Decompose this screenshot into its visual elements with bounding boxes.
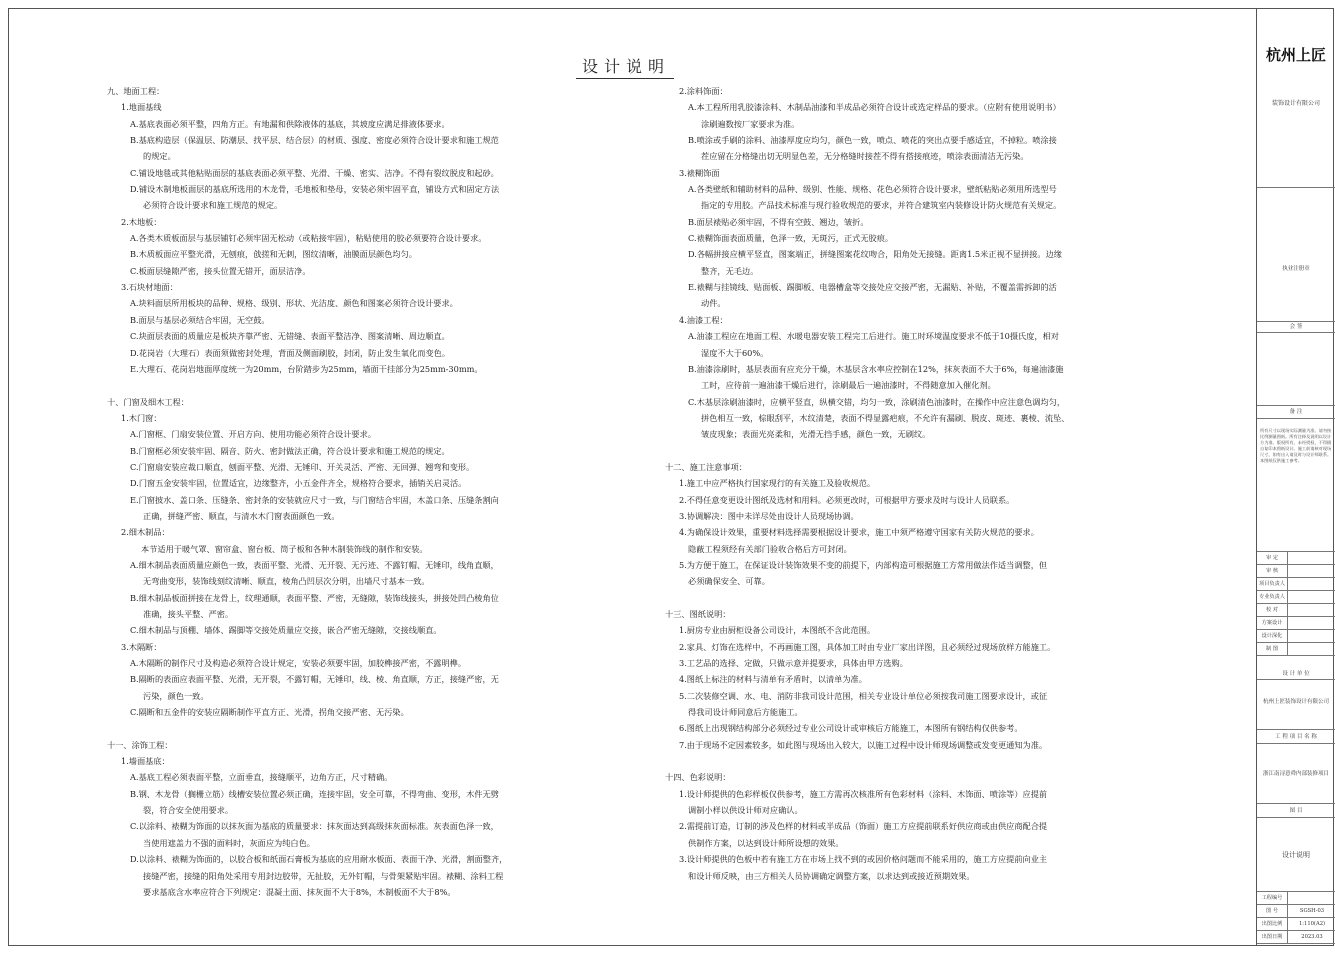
subsection-line: 3.设计师提供的色板中若有施工方在市场上找不到的或因价格问题而不能采用的，施工方应提前向业主 — [679, 854, 1048, 865]
text-line: A.各类壁纸和辅助材料的品种、级别、性能、规格、花色必须符合设计要求，壁纸粘贴必须用所选型号 — [688, 184, 1057, 195]
title-block-row — [1257, 604, 1335, 617]
text-line — [107, 377, 507, 393]
text-line: D.各幅拼接应横平竖直，图案端正，拼缝图案花纹吻合，阳角处无接缝。距离1.5米正视不显拼接。边缘 — [688, 249, 1062, 260]
title-block-row — [1257, 552, 1335, 565]
text-line: C.隔断和五金件的安装应隔断制作平直方正、光滑，拐角交接严密、无污染。 — [130, 707, 409, 718]
text-line — [665, 753, 1069, 769]
row-key: 项目负责人 — [1259, 581, 1285, 587]
text-line: A.基底工程必须表面平整，立面垂直，接缝顺平，边角方正，尺寸精确。 — [130, 772, 393, 783]
subsection-line: 5.为方便于施工，在保证设计装饰效果不变的前提下，内部构造可根据施工方常用做法作适当调整，但 — [679, 559, 1048, 570]
text-line: A.各类木质板面层与基层铺钉必须牢固无松动（或粘接牢固），粘贴使用的胶必须要符合设计要求。 — [130, 233, 487, 244]
text-line: 要求基底含水率应符合下列规定：混凝土面、抹灰面不大于8%，木制板面不大于8%。 — [143, 886, 456, 897]
text-line: D.门窗五金安装牢固，位置适宜，边缘整齐，小五金件齐全，规格符合要求，插销关启灵活。 — [130, 478, 467, 489]
title-block-row — [1257, 565, 1335, 578]
row-value — [1287, 643, 1335, 655]
title-block-row — [1257, 918, 1335, 931]
row-value — [1287, 617, 1335, 629]
subsection-line: 2.木地板： — [121, 216, 162, 227]
left-column — [107, 83, 507, 900]
text-line: C.块面层表面的质量应是板块齐靠严密、无错缝、表面平整洁净、图案清晰、周边顺直。 — [130, 331, 450, 342]
text-line: B.门窗框必须安装牢固、隔音、防火、密封做法正确，符合设计要求和施工规范的规定。 — [130, 445, 450, 456]
text-line: 准确，接头平整、严密。 — [143, 609, 234, 619]
subsection-line: 1.施工中应严格执行国家现行的有关施工及验收规范。 — [679, 478, 876, 489]
project-name: 浙江南浔意舜内部装修项目 — [1257, 744, 1335, 804]
text-line: E.裱糊与挂镜线、贴面板、踢脚板、电器槽盒等交接处应交接严密，无漏贴、补贴，不覆盖需拆卸的活 — [688, 282, 1057, 293]
row-value — [1287, 565, 1335, 577]
subsection-line: 2.需提前订造，订制的涉及色样的材料或半成品（饰面）施工方应提前联系好供应商或由供应商配合提 — [679, 821, 1048, 832]
text-line: B.细木制品板面拼接在龙骨上，纹理通顺，表面平整、严密，无缝隙，装饰线接头，拼接处凹凸棱角位 — [130, 592, 499, 603]
design-unit-label: 设 计 单 位 — [1257, 668, 1335, 680]
text-line: 污染，颜色一致。 — [143, 690, 209, 701]
text-line: 动件。 — [701, 298, 726, 309]
section-heading: 九、地面工程： — [107, 86, 165, 96]
countersign-label: 会 签 — [1257, 322, 1335, 333]
text-line: 必须确保安全、可靠。 — [688, 576, 770, 587]
text-line: 指定的专用胶。产品技术标准与现行验收规范的要求，并符合建筑室内装修设计防火规范有关规定。 — [701, 200, 1062, 211]
subsection-line: 6.图纸上出现钢结构部分必须经过专业公司设计或审核后方能施工，本图所有钢结构仅供参考。 — [679, 723, 1023, 734]
drawing-label: 图 目 — [1257, 804, 1335, 818]
text-line — [665, 443, 1069, 459]
text-line — [665, 590, 1069, 606]
text-line: D.铺设木制地板面层的基底所选用的木龙骨，毛地板和垫母，安装必须牢固平直，铺设方式和固定方法 — [130, 184, 500, 195]
section-heading: 十、门窗及细木工程： — [107, 396, 189, 407]
subsection-line: 3.裱糊饰面 — [679, 167, 720, 178]
title-block — [1256, 8, 1335, 946]
text-line: 无弯曲变形，装饰线刻纹清晰、顺直，棱角凸凹层次分明，出墙尺寸基本一致。 — [143, 576, 430, 587]
row-key: 工程编号 — [1261, 895, 1283, 901]
subsection-line: 1.木门窗： — [121, 412, 162, 423]
text-line: C.木基层涂刷油漆时，应横平竖直，纵横交错，均匀一致，涂刷清色油漆时，在操作中应注意色调均匀， — [688, 396, 1066, 407]
subsection-line: 3.工艺品的选择、定做，只做示意并提要求，具体由甲方选购。 — [679, 658, 908, 669]
row-key: 出图日期 — [1261, 934, 1283, 940]
text-line: 供制作方案，以达到设计师所设想的效果。 — [688, 837, 844, 848]
text-line: 茬应留在分格缝出切无明显色差，无分格缝时接茬不得有搭接痕迹，喷涂表面清洁无污染。 — [701, 151, 1029, 162]
row-value — [1287, 604, 1335, 616]
company-subtitle: 装饰设计有限公司 — [1271, 100, 1320, 107]
row-key: 制 图 — [1265, 646, 1279, 652]
text-line: 本节适用于暖气罩、窗帘盒、窗台板、筒子板和各种木制装饰线的制作和安装。 — [141, 543, 428, 554]
text-line: B.油漆涂刷时，基层表面有应充分干燥，木基层含水率应控制在12%，抹灰表面不大于6%，每遍油漆施 — [688, 363, 1064, 374]
text-line: D.以涂料、裱糊为饰面的，以胶合板和纸面石膏板为基底的应用耐水板面、表面干净、光滑，割面整齐， — [130, 854, 508, 865]
text-line: 得我司设计师同意后方能施工。 — [688, 707, 803, 718]
text-line: E.门窗披水、盖口条、压缝条、密封条的安装就应尺寸一致，与门窗结合牢固，木盖口条、压缝条割向 — [130, 494, 499, 505]
row-key: 图 号 — [1265, 908, 1279, 914]
text-line: C.板面层缝隙严密，接头位置无错开，面层洁净。 — [130, 265, 311, 276]
row-value: 1:110(A2) — [1287, 918, 1335, 930]
text-line: 调制小样以供设计师对应确认。 — [688, 805, 803, 816]
text-line: 隐蔽工程须经有关部门验收合格后方可封闭。 — [688, 543, 852, 554]
text-line: 皱皮现象；表面光亮柔和，光滑无挡手感，颜色一致，无刷纹。 — [701, 429, 931, 440]
title-block-row — [1257, 892, 1335, 905]
title-block-row — [1257, 643, 1335, 656]
text-line: B.面层裱贴必须牢固，不得有空鼓、翘边，皱折。 — [688, 216, 869, 227]
text-line: A.油漆工程应在地面工程、水暖电器安装工程完工后进行。施工时环境温度要求不低于10摄氏度，相对 — [688, 331, 1059, 342]
subsection-line: 2.家具、灯饰在选样中，不再画施工图，具体加工时由专业厂家出详图，且必须经过现场放样方能施工。 — [679, 641, 1056, 652]
text-line: 必须符合设计要求和施工规范的规定。 — [143, 200, 283, 211]
subsection-line: 1.墙面基底： — [121, 756, 170, 767]
row-key: 方案设计 — [1261, 620, 1283, 626]
text-line: 当使用遮盖力不强的面料时，灰面应为纯白色。 — [143, 837, 315, 848]
row-key: 专业负责人 — [1259, 594, 1285, 600]
right-column — [665, 83, 1069, 884]
title-block-row — [1257, 630, 1335, 643]
text-line: 涂刷遍数按厂家要求为准。 — [701, 118, 800, 129]
row-key: 审 核 — [1265, 568, 1279, 574]
subsection-line: 7.由于现场不定因素较多，如此图与现场出入较大，以施工过程中设计师现场调整或发变更通知为准。 — [679, 739, 1048, 750]
text-line: B.钢、木龙骨（搁栅立筋）线槽安装位置必须正确，连接牢固，安全可靠，不得弯曲、变形，木件无劈 — [130, 788, 499, 799]
row-value — [1287, 552, 1335, 564]
row-key: 设计深化 — [1261, 633, 1283, 639]
row-value — [1287, 591, 1335, 603]
drawing-name: 设计说明 — [1257, 818, 1335, 892]
text-line: A.门窗框、门扇安装位置、开启方向、使用功能必须符合设计要求。 — [130, 429, 376, 440]
text-line: A.本工程所用乳胶漆涂料、木制品油漆和半成品必须符合设计或选定样品的要求。（应附有使用说明书） — [688, 102, 1061, 113]
text-line: C.门窗扇安装应裁口顺直，刨面平整、光滑、无锤印、开关灵活、严密、无回弹、翘弯和变形。 — [130, 461, 475, 472]
seal-cell — [1257, 188, 1335, 322]
text-line: 接缝严密，接缝的阳角处采用专用封边胶带，无扯胶，无外钉帽，与骨架紧贴牢固。裱糊、涂料工程 — [143, 870, 504, 881]
text-line: 工时，应待前一遍油漆干燥后进行，涂刷最后一遍油漆时，不得随意加入催化剂。 — [701, 380, 996, 391]
title-block-row — [1257, 591, 1335, 604]
subsection-line: 2.细木制品： — [121, 527, 170, 538]
remarks-note: 所有尺寸以现场实际测量为准。请勿按比例测量图纸。所有注释及说明以设计方为准。版权所有，未经授权，不得擅自复印本图纸设计。施工前请核对现场尺寸，如有出入请及时与设计师联系。本图纸仅供施工参考。 — [1260, 428, 1332, 463]
title-block-row — [1257, 931, 1335, 944]
row-key: 审 定 — [1265, 555, 1279, 561]
row-value — [1287, 578, 1335, 590]
text-line: 正确，拼缝严密、顺直，与清水木门窗表面颜色一致。 — [143, 510, 340, 521]
text-line: C.铺设地毯或其他粘贴面层的基底表面必须平整、光滑、干燥、密实、洁净。不得有裂纹脱皮和起砂。 — [130, 167, 499, 178]
text-line: A.木隔断的制作尺寸及构造必须符合设计规定，安装必须要牢固，加胶榫接严密，不露明榫。 — [130, 658, 467, 669]
subsection-line: 1.厨房专业由厨柜设备公司设计，本图纸不含此范围。 — [679, 625, 876, 636]
subsection-line: 5.二次装修空调、水、电、消防非我司设计范围，相关专业设计单位必须按我司施工图要求设计，或征 — [679, 690, 1048, 701]
text-line: D.花岗岩（大理石）表面须做密封处理，背面及侧面刷胶，封闭，防止发生氧化而变色。 — [130, 347, 451, 358]
subsection-line: 4.油漆工程： — [679, 314, 728, 325]
subsection-line: 1.设计师提供的色彩样板仅供参考，施工方需再次核准所有色彩材料（涂料、木饰面、喷涂等）应提前 — [679, 788, 1048, 799]
title-block-row — [1257, 905, 1335, 918]
section-heading: 十三、图纸说明： — [665, 609, 731, 619]
text-line: C.以涂料、裱糊为饰面的以抹灰面为基底的质量要求：抹灰面达到高级抹灰面标准。灰表面色泽一致， — [130, 821, 499, 832]
row-value — [1287, 630, 1335, 642]
text-line: B.基底构造层（保温层、防潮层、找平层、结合层）的材质、强度、密度必须符合设计要求和施工规范 — [130, 135, 499, 146]
subsection-line: 4.为确保设计效果，重要材料选择需要根据设计要求，施工中须严格遵守国家有关防火规范的要求。 — [679, 527, 1039, 538]
text-line: 的规定。 — [143, 151, 176, 162]
text-line: 裂，符合安全使用要求。 — [143, 805, 234, 816]
page-title: 设计说明 — [0, 54, 1250, 77]
text-line — [107, 720, 507, 736]
remarks-label: 备 注 — [1257, 406, 1335, 419]
text-line: B.面层与基层必须结合牢固，无空鼓。 — [130, 314, 270, 325]
row-value — [1287, 892, 1335, 904]
subsection-line: 3.石块材地面： — [121, 282, 178, 293]
text-line: 和设计师反映，由三方相关人员协调确定调整方案，以求达到或接近预期效果。 — [688, 870, 975, 881]
row-value: 2023.03 — [1287, 931, 1335, 943]
text-line: B.隔断的表面应表面平整、光滑，无开裂，不露钉帽，无锤印，线、棱、角直顺，方正，接缝严密，无 — [130, 674, 499, 685]
text-line: 湿度不大于60%。 — [701, 347, 769, 358]
text-line: 拼色相互一致，棕眼刮平，木纹清楚，表面不得显露疤痕，不允许有漏刷、脱皮、斑迹、裹棱、流坠、 — [701, 412, 1070, 423]
title-block-row — [1257, 578, 1335, 591]
subsection-line: 3.协调解决：图中未详尽处由设计人员现场协调。 — [679, 510, 859, 521]
text-line: A.块料面层所用板块的品种、规格、级别、形状、光洁度、颜色和图案必须符合设计要求。 — [130, 298, 458, 309]
text-line: E.大理石、花岗岩地面厚度统一为20mm，台阶踏步为25mm，墙面干挂部分为25mm-30mm。 — [130, 363, 483, 374]
subsection-line: 1.地面基线 — [121, 102, 162, 113]
row-key: 出图比例 — [1261, 921, 1283, 927]
section-heading: 十四、色彩说明： — [665, 772, 731, 783]
subsection-line: 2.不得任意变更设计图纸及选材和用料。必须更改时，可根据甲方要求及时与设计人员联系。 — [679, 494, 1015, 505]
company-name: 杭州上匠 — [1265, 46, 1326, 64]
seal-label: 执业注册章 — [1282, 266, 1310, 272]
section-heading: 十一、涂饰工程： — [107, 739, 173, 750]
subsection-line: 3.木隔断： — [121, 641, 162, 652]
countersign-cell — [1257, 322, 1335, 406]
text-line: B.喷涂或手刷的涂料、油漆厚度应均匀，颜色一致，喷点、喷花的突出点要手感适宜，不掉粒。喷涂接 — [688, 135, 1057, 146]
row-value: SGSH-03 — [1287, 905, 1335, 917]
subsection-line: 4.图纸上标注的材料与清单有矛盾时，以清单为准。 — [679, 674, 867, 685]
title-block-row — [1257, 617, 1335, 630]
subsection-line: 2.涂料饰面： — [679, 86, 728, 96]
company-logo-cell — [1257, 8, 1335, 188]
project-label: 工 程 项 目 名 称 — [1257, 730, 1335, 744]
section-heading: 十二、施工注意事项： — [665, 461, 747, 472]
text-line: 整齐，无毛边。 — [701, 265, 759, 276]
row-key: 校 对 — [1265, 607, 1279, 613]
design-unit: 杭州上匠装饰设计有限公司 — [1257, 680, 1335, 730]
text-line: C.裱糊饰面表面质量，色泽一致，无斑污，正式无胶痕。 — [688, 233, 894, 244]
text-line: C.细木制品与顶棚、墙体、踢脚等交接处质量应交接，嵌合严密无缝隙，交接线顺直。 — [130, 625, 442, 636]
text-line: A.基底表面必须平整，四角方正。有地漏和供除液体的基底，其坡度应满足排液体要求。 — [130, 118, 450, 129]
text-line: B.木质板面应平整光滑，无刨痕，戗搓和无刺，图纹清晰，油膜面层颜色均匀。 — [130, 249, 417, 260]
text-line: A.细木制品表面质量应颜色一致，表面平整、光滑、无开裂、无污迹、不露钉帽、无锤印，线角直顺， — [130, 559, 499, 570]
